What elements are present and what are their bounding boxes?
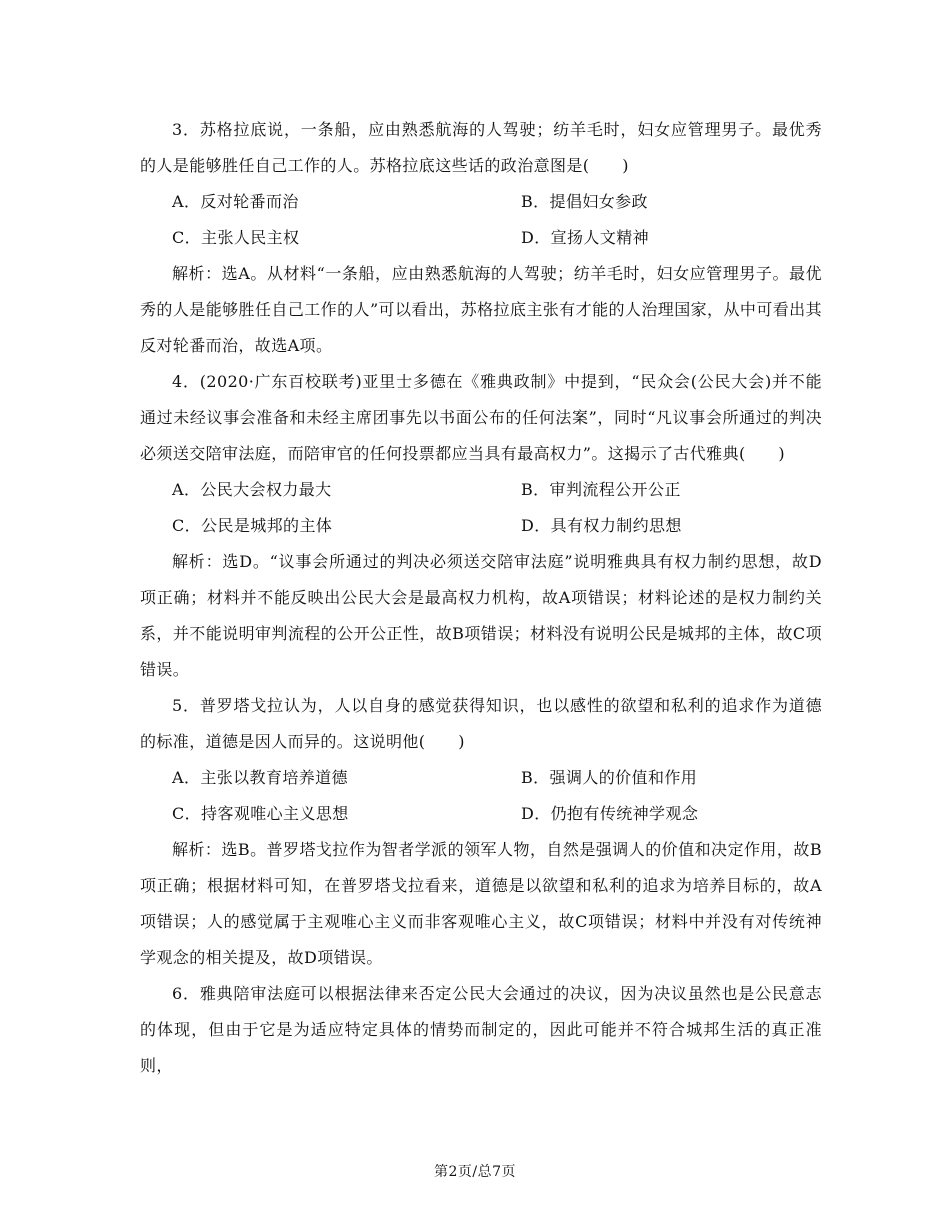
option-c: C．主张人民主权 [172, 228, 300, 247]
question-5 [140, 688, 822, 976]
option-c: C．持客观唯心主义思想 [172, 804, 349, 823]
question-stem: 3．苏格拉底说，一条船，应由熟悉航海的人驾驶；纺羊毛时，妇女应管理男子。最优秀的人是能够胜任自己工作的人。苏格拉底这些话的政治意图是( ) [140, 120, 822, 175]
question-6 [140, 976, 822, 1084]
option-a: A．公民大会权力最大 [172, 480, 332, 499]
answer-analysis: 解析：选B。普罗塔戈拉作为智者学派的领军人物，自然是强调人的价值和决定作用，故B项正确；根据材料可知，在普罗塔戈拉看来，道德是以欲望和私利的追求为培养目标的，故A项错误；人的感觉属于主观唯心主义而非客观唯心主义，故C项错误；材料中并没有对传统神学观念的相关提及，故D项错误。 [140, 840, 822, 967]
option-a: A．主张以教育培养道德 [172, 768, 348, 787]
option-d: D．具有权力制约思想 [521, 516, 682, 535]
option-d: D．宣扬人文精神 [521, 228, 650, 247]
option-b: B．审判流程公开公正 [521, 480, 681, 499]
option-d: D．仍抱有传统神学观念 [521, 804, 699, 823]
answer-options [140, 472, 822, 544]
option-b: B．强调人的价值和作用 [521, 768, 698, 787]
question-stem: 4．(2020·广东百校联考)亚里士多德在《雅典政制》中提到，“民众会(公民大会)并不能通过未经议事会准备和未经主席团事先以书面公布的任何法案”，同时“凡议事会所通过的判决必须送交陪审法庭，而陪审官的任何投票都应当具有最高权力”。这揭示了古代雅典( ) [140, 372, 822, 463]
option-a: A．反对轮番而治 [172, 192, 299, 211]
question-3 [140, 112, 822, 364]
option-c: C．公民是城邦的主体 [172, 516, 333, 535]
question-4 [140, 364, 822, 688]
question-stem: 5．普罗塔戈拉认为，人以自身的感觉获得知识，也以感性的欲望和私利的追求作为道德的标准，道德是因人而异的。这说明他( ) [140, 696, 822, 751]
question-stem: 6．雅典陪审法庭可以根据法律来否定公民大会通过的决议，因为决议虽然也是公民意志的体现，但由于它是为适应特定具体的情势而制定的，因此可能并不符合城邦生活的真正准则， [140, 984, 822, 1075]
option-b: B．提倡妇女参政 [521, 192, 648, 211]
answer-options [140, 184, 822, 256]
answer-options [140, 760, 822, 832]
page-number-footer: 第2页/总7页 [433, 1164, 517, 1180]
page-content [140, 112, 822, 1084]
answer-analysis: 解析：选D。“议事会所通过的判决必须送交陪审法庭”说明雅典具有权力制约思想，故D项正确；材料并不能反映出公民大会是最高权力机构，故A项错误；材料论述的是权力制约关系，并不能说明审判流程的公开公正性，故B项错误；材料没有说明公民是城邦的主体，故C项错误。 [140, 552, 822, 679]
answer-analysis: 解析：选A。从材料“一条船，应由熟悉航海的人驾驶；纺羊毛时，妇女应管理男子。最优秀的人是能够胜任自己工作的人”可以看出，苏格拉底主张有才能的人治理国家，从中可看出其反对轮番而治，故选A项。 [140, 264, 822, 355]
